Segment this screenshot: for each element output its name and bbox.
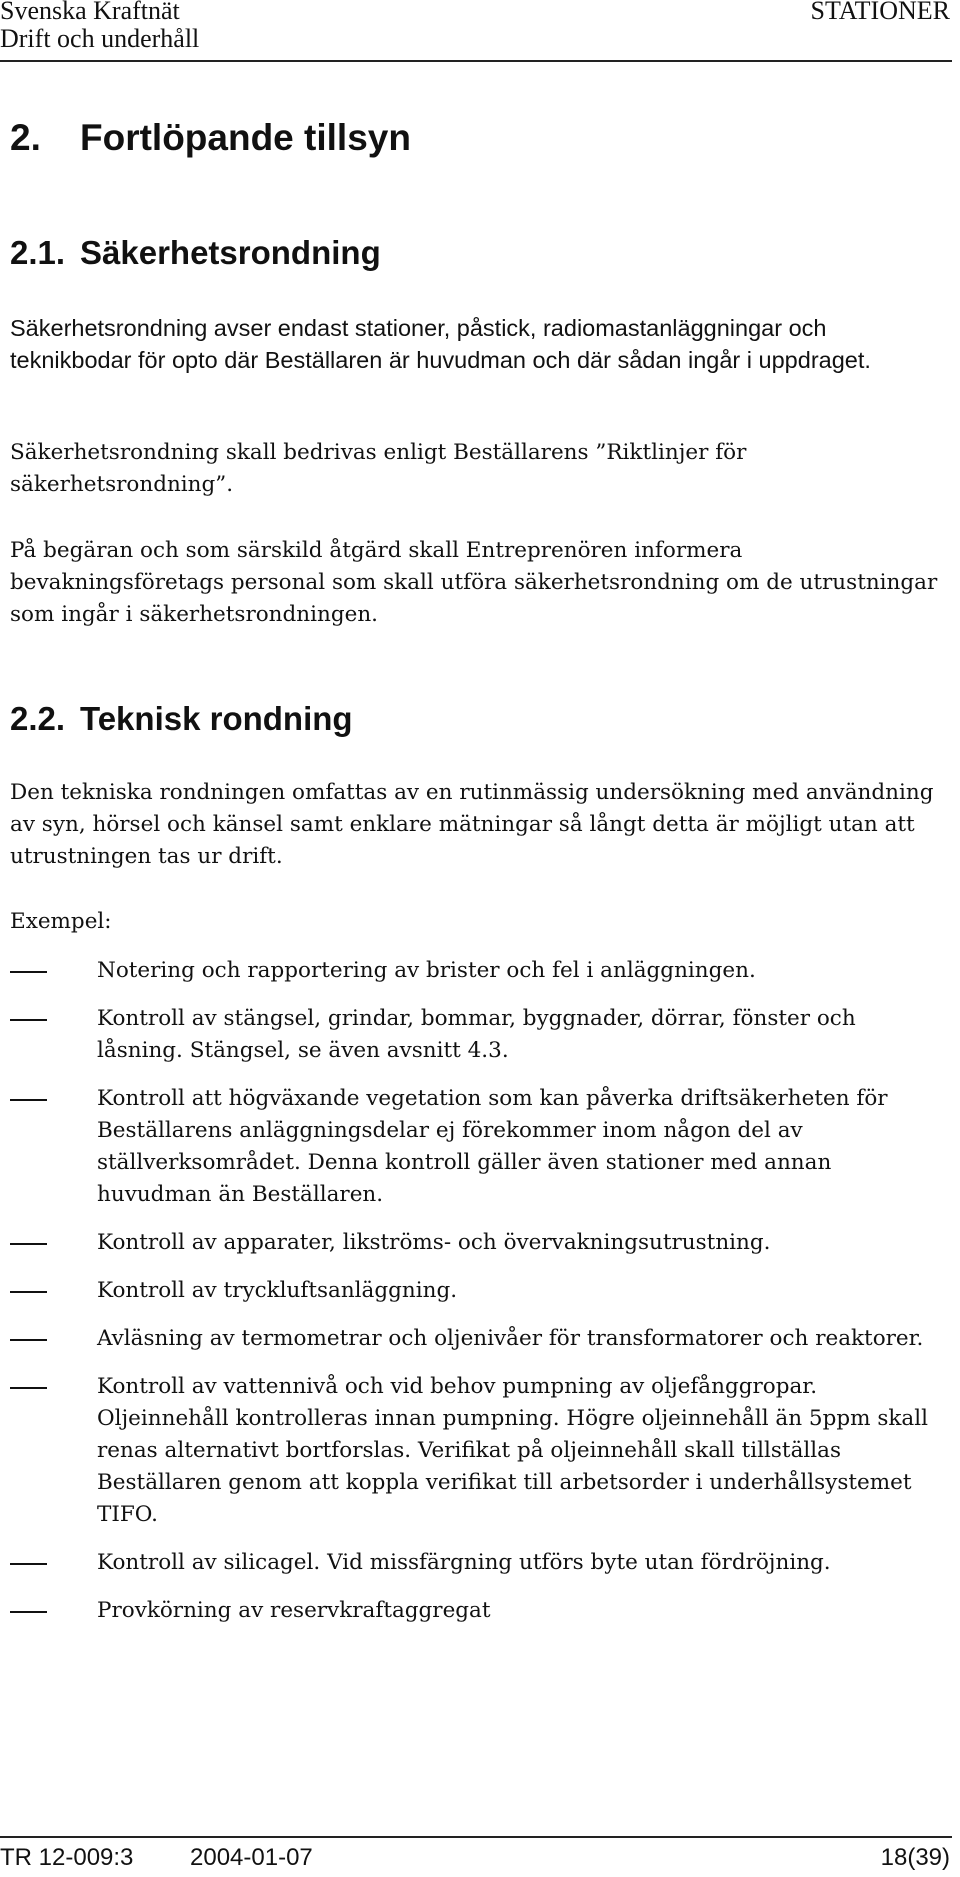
subsection-title: Säkerhetsrondning [80, 234, 381, 271]
list-item-text: Kontroll av tryckluftsanläggning. [97, 1278, 458, 1303]
dash-bullet [10, 1243, 47, 1245]
subsection-heading-2-2 [10, 699, 353, 739]
list-item-text: Kontroll av vattennivå och vid behov pumpning av oljefånggropar. Oljeinnehåll kontrolleras innan pumpning. Högre oljeinnehåll än 5ppm skall renas alternativt bortforslas. Verifikat på oljeinnehåll skall tillställas Beställaren genom att koppla verifikat till arbetsorder i underhållsystemet TIFO. [97, 1374, 928, 1527]
footer-doc-id: TR 12-009:3 [0, 1844, 134, 1871]
list-item-text: Kontroll av silicagel. Vid missfärgning utförs byte utan fördröjning. [97, 1550, 831, 1575]
subsection-heading-2-1 [10, 233, 381, 273]
list-item-text: Avläsning av termometrar och oljenivåer för transformatorer och reaktorer. [97, 1326, 924, 1351]
dash-bullet [10, 1099, 47, 1101]
list-item-text: Kontroll av stängsel, grindar, bommar, byggnader, dörrar, fönster och låsning. Stängsel, se även avsnitt 4.3. [97, 1006, 856, 1063]
list-item [10, 1227, 945, 1259]
paragraph-technical-round: Den tekniska rondningen omfattas av en rutinmässig undersökning med användning av syn, hörsel och känsel samt enklare mätningar så långt detta är möjligt utan att utrustningen tas ur drift. [10, 780, 934, 869]
dash-bullet [10, 1387, 47, 1389]
footer-rule [0, 1836, 952, 1838]
dash-bullet [10, 1291, 47, 1293]
paragraph-request: På begäran och som särskild åtgärd skall Entreprenören informera bevakningsföretags personal som skall utföra säkerhetsrondning om de utrustningar som ingår i säkerhetsrondningen. [10, 538, 938, 627]
paragraph-scope: Säkerhetsrondning avser endast stationer, påstick, radiomastanläggningar och teknikbodar för opto där Beställaren är huvudman och där sådan ingår i uppdraget. [10, 315, 871, 373]
footer-page-number: 18(39) [880, 1844, 950, 1871]
list-item [10, 955, 945, 987]
header-rule [0, 60, 952, 62]
list-item [10, 1595, 945, 1627]
section-number: 2. [10, 117, 41, 158]
example-label: Exempel: [10, 909, 112, 934]
list-item [10, 1275, 945, 1307]
dash-bullet [10, 971, 47, 973]
subsection-title: Teknisk rondning [80, 700, 353, 737]
list-item [10, 1083, 945, 1211]
list-item [10, 1003, 945, 1067]
section-title: Fortlöpande tillsyn [80, 117, 411, 158]
footer-date: 2004-01-07 [190, 1844, 313, 1871]
section-heading [10, 116, 411, 160]
list-item-text: Notering och rapportering av brister och fel i anläggningen. [97, 958, 756, 983]
list-item [10, 1547, 945, 1579]
header-department: Drift och underhåll [0, 24, 200, 53]
subsection-number: 2.2. [10, 700, 66, 737]
list-item [10, 1323, 945, 1355]
dash-bullet [10, 1563, 47, 1565]
dash-bullet [10, 1611, 47, 1613]
dash-bullet [10, 1339, 47, 1341]
subsection-number: 2.1. [10, 234, 66, 271]
list-item-text: Provkörning av reservkraftaggregat [97, 1598, 491, 1623]
example-list [10, 955, 945, 1627]
header-doc-category: STATIONER [810, 0, 950, 25]
dash-bullet [10, 1019, 47, 1021]
list-item-text: Kontroll att högväxande vegetation som kan påverka driftsäkerheten för Beställarens anläggningsdelar ej förekommer inom någon del av ställverksområdet. Denna kontroll gäller även stationer med annan huvudman än Beställaren. [97, 1086, 888, 1207]
paragraph-guidelines: Säkerhetsrondning skall bedrivas enligt Beställarens ”Riktlinjer för säkerhetsrondning”. [10, 440, 747, 497]
list-item-text: Kontroll av apparater, likströms- och övervakningsutrustning. [97, 1230, 771, 1255]
list-item [10, 1371, 945, 1531]
header-org: Svenska Kraftnät [0, 0, 180, 25]
